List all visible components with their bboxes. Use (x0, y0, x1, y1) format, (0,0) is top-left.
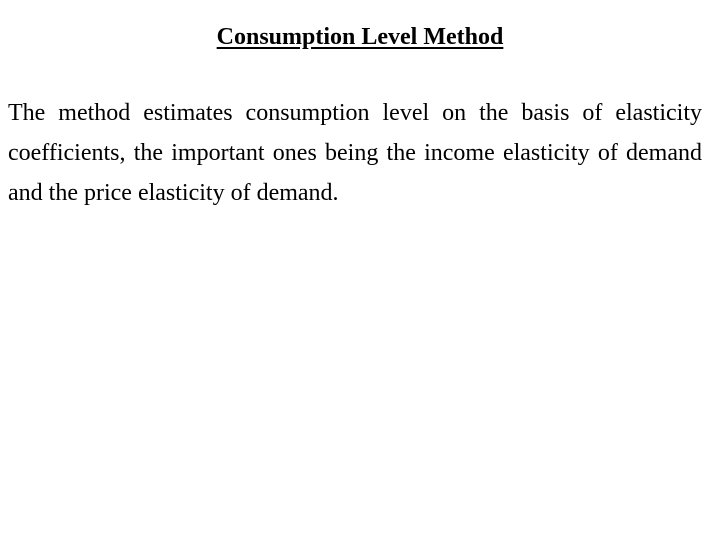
slide-title: Consumption Level Method (216, 24, 504, 50)
slide-body-text: The method estimates consumption level on the basis of elasticity coefficients, the important ones being the income elasticity of demand and the price elasticity of demand. (8, 100, 702, 206)
